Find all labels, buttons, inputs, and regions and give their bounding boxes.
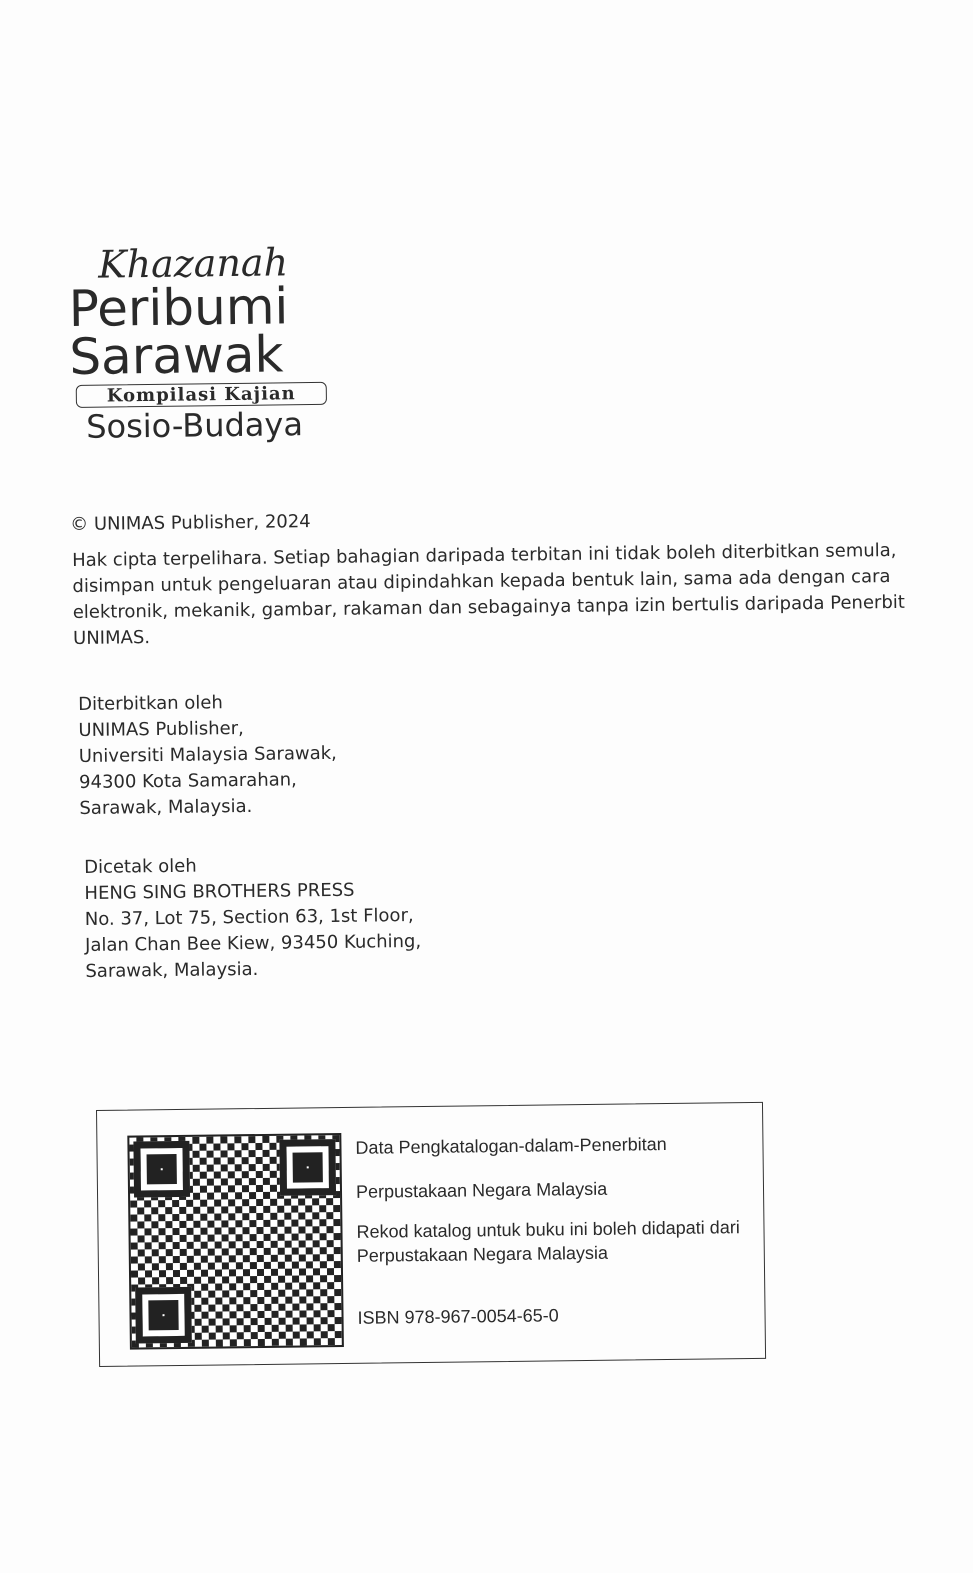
copyright: © UNIMAS Publisher, 2024 xyxy=(70,511,311,535)
rights-notice: Hak cipta terpelihara. Setiap bahagian daripada terbitan ini tidak boleh diterbitkan semula, disimpan untuk pengeluaran atau dipindahkan kepada bentuk lain, sama ada dengan cara elektronik, mekanik, gambar, rakaman dan sebagainya tanpa izin bertulis daripada Penerbit UNIMAS. xyxy=(72,539,905,649)
qr-code xyxy=(127,1133,344,1350)
book-logo: Khazanah Peribumi Sarawak Kompilasi Kajian Sosio-Budaya xyxy=(68,242,350,446)
catalog-box: Data Pengkatalogan-dalam-Penerbitan Perpustakaan Negara Malaysia Rekod katalog untuk buku ini boleh didapati dari Perpustakaan Negara Malaysia ISBN 978-967-0054-65-0 xyxy=(96,1102,766,1367)
printer-block: Dicetak oleh HENG SING BROTHERS PRESS No. 37, Lot 75, Section 63, 1st Floor, Jalan Chan Bee Kiew, 93450 Kuching, Sarawak, Malaysia. xyxy=(84,855,422,982)
publisher-block: Diterbitkan oleh UNIMAS Publisher, Universiti Malaysia Sarawak, 94300 Kota Samarahan, Sarawak, Malaysia. xyxy=(78,692,337,819)
